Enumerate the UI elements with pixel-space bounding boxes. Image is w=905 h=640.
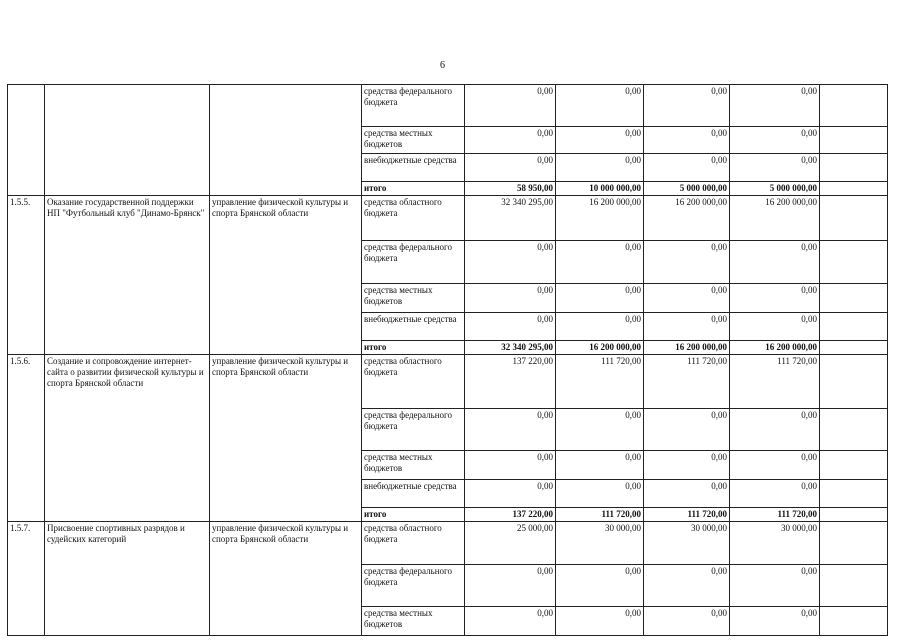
amount-cell-2: 0,00 [556,313,644,341]
amount-cell-3: 111 720,00 [644,355,730,409]
amount-cell-2: 111 720,00 [556,508,644,522]
amount-cell-1: 0,00 [465,284,556,313]
amount-cell-3: 0,00 [644,154,730,182]
amount-cell-4: 0,00 [730,241,820,284]
empty-cell [820,508,888,522]
amount-cell-3: 0,00 [644,409,730,451]
amount-cell-2: 111 720,00 [556,355,644,409]
amount-cell-3: 0,00 [644,480,730,508]
amount-cell-4: 0,00 [730,409,820,451]
amount-cell-3: 30 000,00 [644,522,730,565]
amount-cell-2: 0,00 [556,284,644,313]
amount-cell-1: 0,00 [465,480,556,508]
amount-cell-4: 0,00 [730,313,820,341]
empty-cell [820,196,888,241]
amount-cell-4: 111 720,00 [730,508,820,522]
table-row [8,355,888,409]
amount-cell-1: 0,00 [465,154,556,182]
empty-cell [820,127,888,154]
row-number-cell: 1.5.6. [8,355,45,522]
amount-cell-2: 0,00 [556,607,644,636]
table-row [8,522,888,565]
amount-cell-1: 0,00 [465,127,556,154]
amount-cell-3: 0,00 [644,241,730,284]
empty-cell [820,154,888,182]
amount-cell-3: 0,00 [644,565,730,607]
amount-cell-2: 0,00 [556,451,644,480]
amount-cell-1: 0,00 [465,451,556,480]
measure-name-cell [45,85,210,196]
amount-cell-3: 111 720,00 [644,508,730,522]
amount-cell-1: 0,00 [465,409,556,451]
amount-cell-1: 58 950,00 [465,182,556,196]
amount-cell-2: 30 000,00 [556,522,644,565]
amount-cell-1: 0,00 [465,565,556,607]
funding-source-cell: средства федерального бюджета [362,241,465,284]
amount-cell-1: 0,00 [465,85,556,127]
amount-cell-2: 16 200 000,00 [556,341,644,355]
amount-cell-4: 16 200 000,00 [730,196,820,241]
amount-cell-2: 0,00 [556,241,644,284]
amount-cell-2: 0,00 [556,154,644,182]
amount-cell-1: 32 340 295,00 [465,196,556,241]
amount-cell-4: 16 200 000,00 [730,341,820,355]
amount-cell-1: 0,00 [465,607,556,636]
funding-source-cell: внебюджетные средства [362,480,465,508]
row-number-cell: 1.5.5. [8,196,45,355]
funding-source-cell: средства федерального бюджета [362,85,465,127]
executor-cell [210,85,362,196]
empty-cell [820,451,888,480]
amount-cell-3: 0,00 [644,85,730,127]
measure-name-cell: Оказание государственной поддержки НП "Футбольный клуб "Динамо-Брянск" [45,196,210,355]
amount-cell-4: 0,00 [730,284,820,313]
amount-cell-2: 0,00 [556,127,644,154]
table-row [8,196,888,241]
row-number-cell: 1.5.7. [8,522,45,636]
amount-cell-1: 25 000,00 [465,522,556,565]
page-number: 6 [440,60,445,71]
amount-cell-2: 10 000 000,00 [556,182,644,196]
amount-cell-1: 0,00 [465,241,556,284]
empty-cell [820,284,888,313]
funding-source-cell: итого [362,182,465,196]
amount-cell-1: 32 340 295,00 [465,341,556,355]
executor-cell: управление физической культуры и спорта Брянской области [210,355,362,522]
funding-source-cell: итого [362,341,465,355]
funding-source-cell: средства федерального бюджета [362,565,465,607]
amount-cell-3: 16 200 000,00 [644,341,730,355]
amount-cell-3: 16 200 000,00 [644,196,730,241]
amount-cell-4: 30 000,00 [730,522,820,565]
row-number-cell [8,85,45,196]
funding-source-cell: итого [362,508,465,522]
funding-source-cell: средства областного бюджета [362,522,465,565]
amount-cell-3: 5 000 000,00 [644,182,730,196]
amount-cell-3: 0,00 [644,127,730,154]
executor-cell: управление физической культуры и спорта Брянской области [210,196,362,355]
amount-cell-4: 0,00 [730,607,820,636]
empty-cell [820,522,888,565]
empty-cell [820,341,888,355]
measure-name-cell: Создание и сопровождение интернет-сайта о развитии физической культуры и спорта Брянской области [45,355,210,522]
table-row [8,85,888,127]
amount-cell-3: 0,00 [644,284,730,313]
empty-cell [820,313,888,341]
amount-cell-3: 0,00 [644,607,730,636]
amount-cell-2: 0,00 [556,480,644,508]
empty-cell [820,480,888,508]
amount-cell-4: 0,00 [730,480,820,508]
funding-source-cell: внебюджетные средства [362,154,465,182]
empty-cell [820,355,888,409]
amount-cell-2: 16 200 000,00 [556,196,644,241]
amount-cell-4: 5 000 000,00 [730,182,820,196]
amount-cell-4: 111 720,00 [730,355,820,409]
amount-cell-3: 0,00 [644,313,730,341]
empty-cell [820,607,888,636]
funding-source-cell: средства областного бюджета [362,196,465,241]
empty-cell [820,565,888,607]
amount-cell-4: 0,00 [730,85,820,127]
empty-cell [820,409,888,451]
executor-cell: управление физической культуры и спорта Брянской области [210,522,362,636]
budget-table-body [8,85,888,636]
measure-name-cell: Присвоение спортивных разрядов и судейских категорий [45,522,210,636]
funding-source-cell: средства местных бюджетов [362,284,465,313]
amount-cell-4: 0,00 [730,565,820,607]
empty-cell [820,85,888,127]
empty-cell [820,182,888,196]
amount-cell-2: 0,00 [556,85,644,127]
amount-cell-4: 0,00 [730,127,820,154]
funding-source-cell: средства местных бюджетов [362,451,465,480]
funding-source-cell: внебюджетные средства [362,313,465,341]
funding-source-cell: средства местных бюджетов [362,127,465,154]
funding-source-cell: средства федерального бюджета [362,409,465,451]
amount-cell-4: 0,00 [730,451,820,480]
amount-cell-1: 137 220,00 [465,508,556,522]
amount-cell-1: 137 220,00 [465,355,556,409]
budget-table [7,84,888,636]
amount-cell-1: 0,00 [465,313,556,341]
funding-source-cell: средства областного бюджета [362,355,465,409]
amount-cell-3: 0,00 [644,451,730,480]
amount-cell-2: 0,00 [556,565,644,607]
amount-cell-4: 0,00 [730,154,820,182]
funding-source-cell: средства местных бюджетов [362,607,465,636]
amount-cell-2: 0,00 [556,409,644,451]
empty-cell [820,241,888,284]
